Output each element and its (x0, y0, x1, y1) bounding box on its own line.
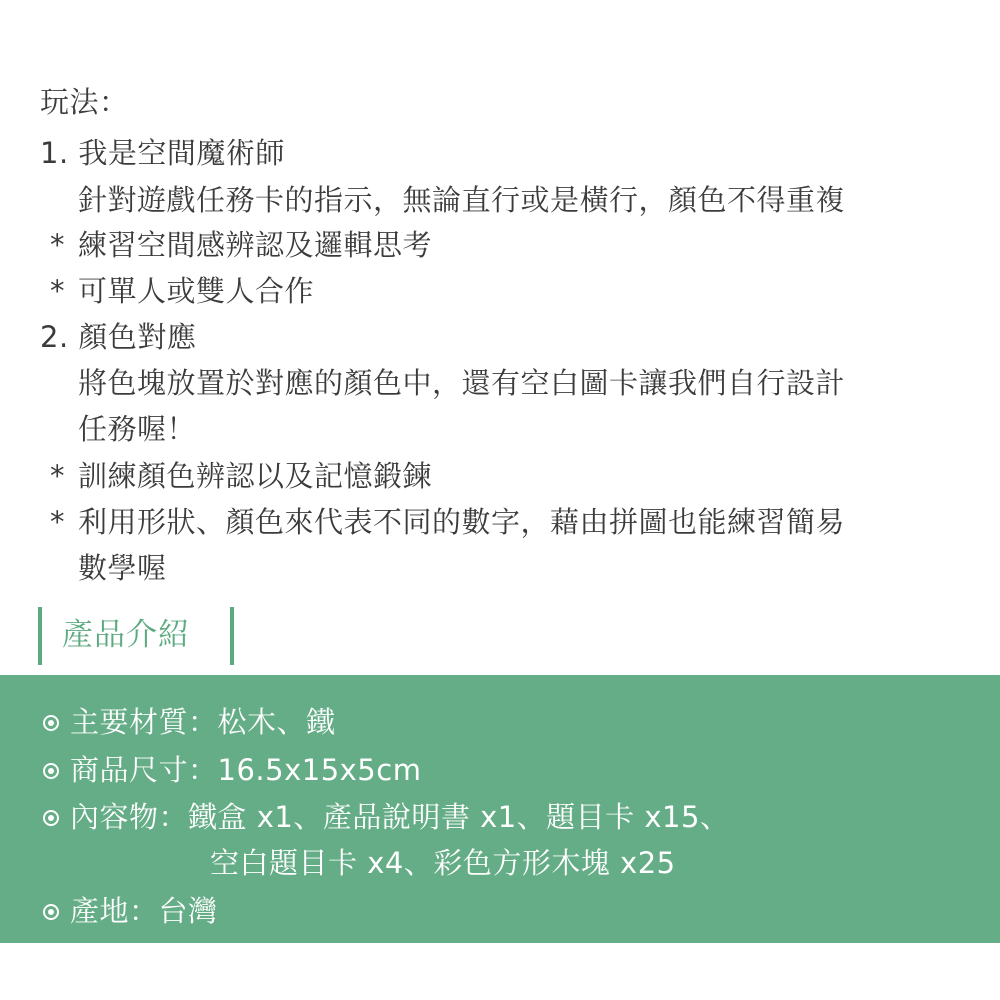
asterisk-icon: * (50, 505, 65, 539)
bullet-text: 練習空間感辨認及邏輯思考 (78, 228, 433, 262)
bullet-text: 訓練顏色辨認以及記憶鍛鍊 (78, 459, 433, 493)
double-circle-icon (43, 904, 59, 920)
section2-bullet-2 (50, 502, 846, 542)
product-specs-panel (0, 675, 1000, 943)
section2-description-line-2: 任務喔！ (78, 412, 197, 446)
spec-label: 產地： (70, 894, 159, 928)
spec-label: 內容物： (70, 800, 189, 834)
spec-value: 松木、鐵 (217, 705, 336, 739)
product-heading-box (38, 607, 234, 665)
section2-description-line-1: 將色塊放置於對應的顏色中，還有空白圖卡讓我們自行設計 (78, 366, 846, 400)
spec-size (70, 750, 421, 790)
spec-origin (70, 891, 218, 931)
section2-bullet-2-continuation: 數學喔 (78, 551, 167, 585)
spec-value: 16.5x15x5cm (217, 753, 422, 787)
spec-label: 主要材質： (70, 705, 218, 739)
asterisk-icon: * (50, 228, 65, 262)
spec-contents-continuation: 空白題目卡 x4、彩色方形木塊 x25 (210, 846, 676, 880)
product-heading: 產品介紹 (62, 617, 190, 653)
bullet-text: 利用形狀、顏色來代表不同的數字，藉由拼圖也能練習簡易 (78, 505, 846, 539)
spec-material (70, 702, 336, 742)
section2-bullet-1 (50, 456, 433, 496)
spec-contents (70, 797, 729, 837)
bullet-text: 可單人或雙人合作 (78, 274, 315, 308)
asterisk-icon: * (50, 274, 65, 308)
section1-description: 針對遊戲任務卡的指示，無論直行或是橫行，顏色不得重複 (78, 183, 846, 217)
spec-label: 商品尺寸： (70, 753, 218, 787)
section2-title: 2. 顏色對應 (40, 320, 197, 354)
section1-title: 1. 我是空間魔術師 (40, 136, 285, 170)
play-title: 玩法： (40, 85, 129, 119)
double-circle-icon (43, 715, 59, 731)
spec-value: 台灣 (158, 894, 218, 928)
spec-value: 鐵盒 x1、產品說明書 x1、題目卡 x15、 (188, 800, 730, 834)
double-circle-icon (43, 810, 59, 826)
asterisk-icon: * (50, 459, 65, 493)
section1-bullet-1 (50, 225, 433, 265)
section1-bullet-2 (50, 271, 315, 311)
double-circle-icon (43, 763, 59, 779)
